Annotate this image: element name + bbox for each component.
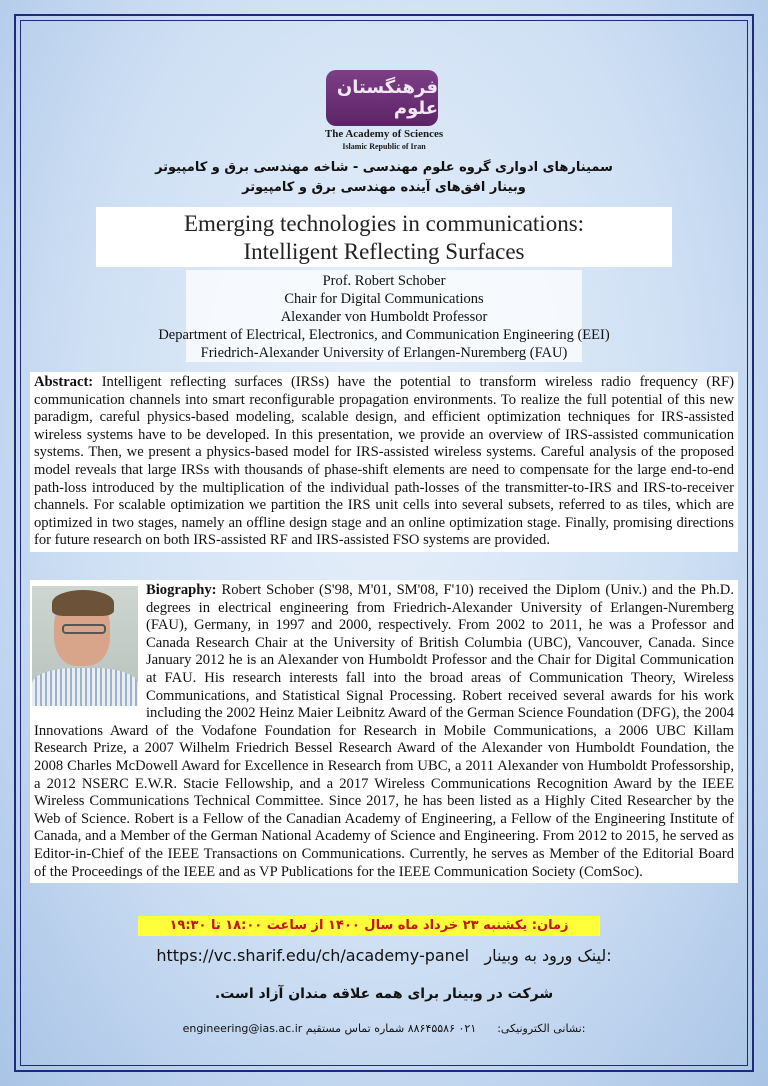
speaker-department: Department of Electrical, Electronics, and Communication Engineering (EEI)	[158, 327, 610, 343]
speaker-role2: Alexander von Humboldt Professor	[280, 309, 488, 325]
contact-email-label: نشانی الکترونیکی:	[497, 1022, 582, 1035]
abstract-label: Abstract:	[34, 374, 94, 390]
contact-phone: ۰۲۱ ۸۸۶۴۵۵۸۶	[407, 1022, 477, 1035]
contact-row	[0, 1022, 768, 1035]
biography-label: Biography:	[146, 582, 217, 598]
contact-email[interactable]: engineering@ias.ac.ir	[182, 1022, 303, 1035]
webinar-link[interactable]: https://vc.sharif.edu/ch/academy-panel	[156, 946, 470, 965]
logo-english-subtitle: Islamic Republic of Iran	[342, 142, 426, 151]
free-attendance-note: شرکت در وبینار برای همه علاقه مندان آزاد است.	[214, 986, 554, 1002]
contact-phone-label: شماره تماس مستقیم:	[305, 1022, 586, 1035]
speaker-name: Prof. Robert Schober	[322, 273, 446, 289]
title-line2: Intelligent Reflecting Surfaces	[243, 239, 525, 264]
speaker-photo	[32, 586, 138, 706]
persian-header-line1: سمینارهای ادواری گروه علوم مهندسی - شاخه مهندسی برق و کامپیوتر	[155, 160, 613, 175]
event-datetime: زمان: یکشنبه ۲۳ خرداد ماه سال ۱۴۰۰ از ساعت ۱۸:۰۰ تا ۱۹:۳۰	[169, 918, 569, 933]
biography-section	[30, 580, 738, 883]
speaker-university: Friedrich-Alexander University of Erlangen-Nuremberg (FAU)	[200, 345, 568, 361]
webinar-link-label: لینک ورود به وبینار:	[484, 946, 612, 965]
webinar-link-row	[0, 946, 768, 965]
biography-text: Robert Schober (S'98, M'01, SM'08, F'10) received the Diplom (Univ.) and the Ph.D. degrees in electrical engineering from Friedrich-Alexander University of Erlangen-Nuremberg (FAU), Germany, in 1997 and 2000, respectively. From 2002 to 2011, he was a Professor and Canada Research Chair at the University of British Columbia (UBC), Vancouver, Canada. Since January 2012 he is an Alexander von Humboldt Professor and the Chair for Digital Communication at FAU. His research interests fall into the broad areas of Communication Theory, Wireless Communications, and Statistical Signal Processing. Robert received several awards for his work including the 2002 Heinz Maier Leibnitz Award of the German Science Foundation (DFG), the 2004 Innovations Award of the Vodafone Foundation for Research in Mobile Communications, a 2006 UBC Killam Research Prize, a 2007 Wilhelm Friedrich Bessel Research Award of the Alexander von Humboldt Foundation, the 2008 Charles McDowell Award for Excellence in Research from UBC, a 2011 Alexander von Humboldt Professorship, a 2012 NSERC E.W.R. Stacie Fellowship, and a 2017 Wireless Communications Recognition Award by the IEEE Wireless Communications Technical Committee. Since 2017, he has been listed as a Highly Cited Researcher by the Web of Science. Robert is a Fellow of the Canadian Academy of Engineering, a Fellow of the Engineering Institute of Canada, and a Member of the German National Academy of Science and Engineering. From 2012 to 2015, he served as Editor-in-Chief of the IEEE Transactions on Communications. Currently, he serves as Member of the Editorial Board of the Proceedings of the IEEE and as VP Publications for the IEEE Communication Society (ComSoc).	[34, 582, 734, 880]
logo-mark: فرهنگستان علوم	[336, 77, 438, 119]
title-line1: Emerging technologies in communications:	[183, 211, 585, 236]
persian-header-line2: وبینار افق‌های آینده مهندسی برق و کامپیوتر	[242, 180, 526, 195]
academy-logo	[326, 70, 438, 126]
abstract-text: Intelligent reflecting surfaces (IRSs) have the potential to transform wireless radio frequency (RF) communication channels into smart reconfigurable propagation environments. To realize the full potential of this new paradigm, careful physics-based modeling, scalable design, and efficient optimization techniques for IRS-assisted wireless systems have to be developed. In this presentation, we provide an overview of IRS-assisted communication systems. Then, we present a physics-based model for IRS-assisted wireless systems. Careful analysis of the proposed model reveals that large IRSs with thousands of phase-shift elements are need to compensate for the large end-to-end path-loss introduced by the multiplication of the individual path-losses of the transmitter-to-IRS and IRS-to-receiver channels. For scalable optimization we partition the IRS unit cells into several subsets, referred to as tiles, which are optimized in two stages, namely an offline design stage and an online optimization stage. Finally, promising directions for future research on both IRS-assisted RF and IRS-assisted FSO systems are provided.	[34, 374, 734, 549]
abstract-section	[30, 372, 738, 552]
logo-english-name: The Academy of Sciences	[324, 128, 444, 140]
speaker-role1: Chair for Digital Communications	[284, 291, 484, 307]
